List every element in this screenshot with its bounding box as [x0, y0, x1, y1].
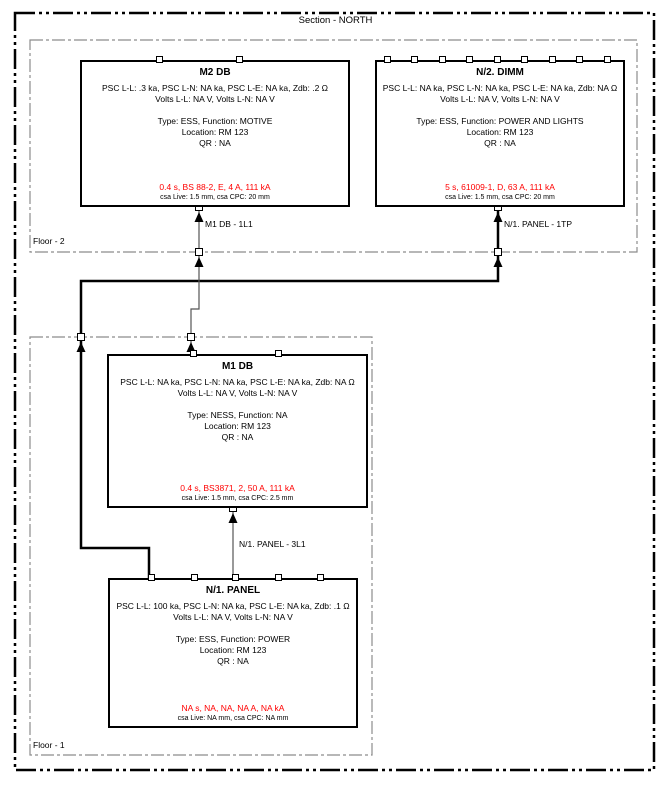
- db-psc-line: PSC L-L: NA ka, PSC L-N: NA ka, PSC L-E: NA ka, Zdb: NA Ω: [120, 377, 355, 387]
- feeder-label-1l1: M1 DB - 1L1: [205, 219, 253, 229]
- db-csa-line: csa Live: 1.5 mm, csa CPC: 2.5 mm: [181, 495, 294, 502]
- flow-arrow-up: [494, 257, 503, 267]
- feeder-label-1tp: N/1. PANEL - 1TP: [504, 219, 573, 229]
- db-psc-line: PSC L-L: 100 ka, PSC L-N: NA ka, PSC L-E: NA ka, Zdb: .1 Ω: [116, 601, 350, 611]
- connector-stub: [232, 574, 239, 581]
- flow-arrow-up: [195, 212, 204, 222]
- connector-stub: [411, 56, 418, 63]
- db-psc-line: PSC L-L: .3 ka, PSC L-N: NA ka, PSC L-E: NA ka, Zdb: .2 Ω: [101, 83, 329, 93]
- section-title: Section - NORTH: [298, 15, 373, 26]
- connector-stub: [521, 56, 528, 63]
- db-qr-line: QR : NA: [217, 656, 249, 666]
- db-qr-line: QR : NA: [221, 432, 254, 442]
- db-volts-line: Volts L-L: NA V, Volts L-N: NA V: [155, 94, 275, 104]
- crossing-node: [188, 334, 195, 341]
- db-location-line: Location: RM 123: [181, 127, 249, 137]
- db-csa-line: csa Live: NA mm, csa CPC: NA mm: [177, 715, 289, 722]
- db-qr-line: QR : NA: [484, 138, 516, 148]
- db-box-n1-panel[interactable]: [108, 578, 358, 728]
- db-box-m1-db[interactable]: [107, 354, 368, 508]
- connector-stub: [317, 574, 324, 581]
- db-title: M2 DB: [199, 67, 231, 78]
- connector-stub: [191, 574, 198, 581]
- db-title: M1 DB: [221, 361, 254, 372]
- connector-stub: [156, 56, 163, 63]
- flow-arrow-up: [77, 342, 86, 352]
- db-type-line: Type: ESS, Function: MOTIVE: [157, 116, 273, 126]
- connector-stub: [466, 56, 473, 63]
- db-volts-line: Volts L-L: NA V, Volts L-N: NA V: [177, 388, 298, 398]
- connector-stub: [384, 56, 391, 63]
- db-location-line: Location: RM 123: [466, 127, 534, 137]
- db-box-n2-dimm[interactable]: [375, 60, 625, 207]
- connector-stub: [236, 56, 243, 63]
- db-csa-line: csa Live: 1.5 mm, csa CPC: 20 mm: [445, 194, 555, 201]
- db-title: N/2. DIMM: [476, 67, 524, 78]
- db-device-line: 0.4 s, BS3871, 2, 50 A, 111 kA: [180, 483, 295, 493]
- db-type-line: Type: ESS, Function: POWER: [175, 634, 291, 644]
- db-device-line: 0.4 s, BS 88-2, E, 4 A, 111 kA: [159, 182, 271, 192]
- flow-arrow-up: [494, 212, 503, 222]
- connector-stub: [549, 56, 556, 63]
- db-type-line: Type: NESS, Function: NA: [187, 410, 288, 420]
- db-box-m2-db[interactable]: [80, 60, 350, 207]
- connector-stub: [494, 56, 501, 63]
- db-location-line: Location: RM 123: [199, 645, 267, 655]
- connector-stub: [148, 574, 155, 581]
- feeder-label-3l1: N/1. PANEL - 3L1: [239, 539, 306, 549]
- connector-stub: [439, 56, 446, 63]
- floor-1-label: Floor - 1: [33, 740, 65, 750]
- db-psc-line: PSC L-L: NA ka, PSC L-N: NA ka, PSC L-E: NA ka, Zdb: NA Ω: [382, 83, 618, 93]
- db-device-line: NA s, NA, NA, NA A, NA kA: [181, 703, 285, 713]
- crossing-node: [78, 334, 85, 341]
- db-location-line: Location: RM 123: [204, 421, 271, 431]
- db-csa-line: csa Live: 1.5 mm, csa CPC: 20 mm: [160, 194, 270, 201]
- db-device-line: 5 s, 61009-1, D, 63 A, 111 kA: [445, 182, 555, 192]
- connector-stub: [275, 350, 282, 357]
- db-volts-line: Volts L-L: NA V, Volts L-N: NA V: [440, 94, 560, 104]
- connector-stub: [190, 350, 197, 357]
- crossing-node: [196, 249, 203, 256]
- connector-stub: [275, 574, 282, 581]
- flow-arrow-up: [195, 257, 204, 267]
- connector-stub: [576, 56, 583, 63]
- db-qr-line: QR : NA: [199, 138, 231, 148]
- floor-2-label: Floor - 2: [33, 236, 65, 246]
- connector-stub: [604, 56, 611, 63]
- db-volts-line: Volts L-L: NA V, Volts L-N: NA V: [173, 612, 293, 622]
- crossing-node: [495, 249, 502, 256]
- db-title: N/1. PANEL: [205, 585, 261, 596]
- db-type-line: Type: ESS, Function: POWER AND LIGHTS: [416, 116, 584, 126]
- flow-arrow-up: [229, 513, 238, 523]
